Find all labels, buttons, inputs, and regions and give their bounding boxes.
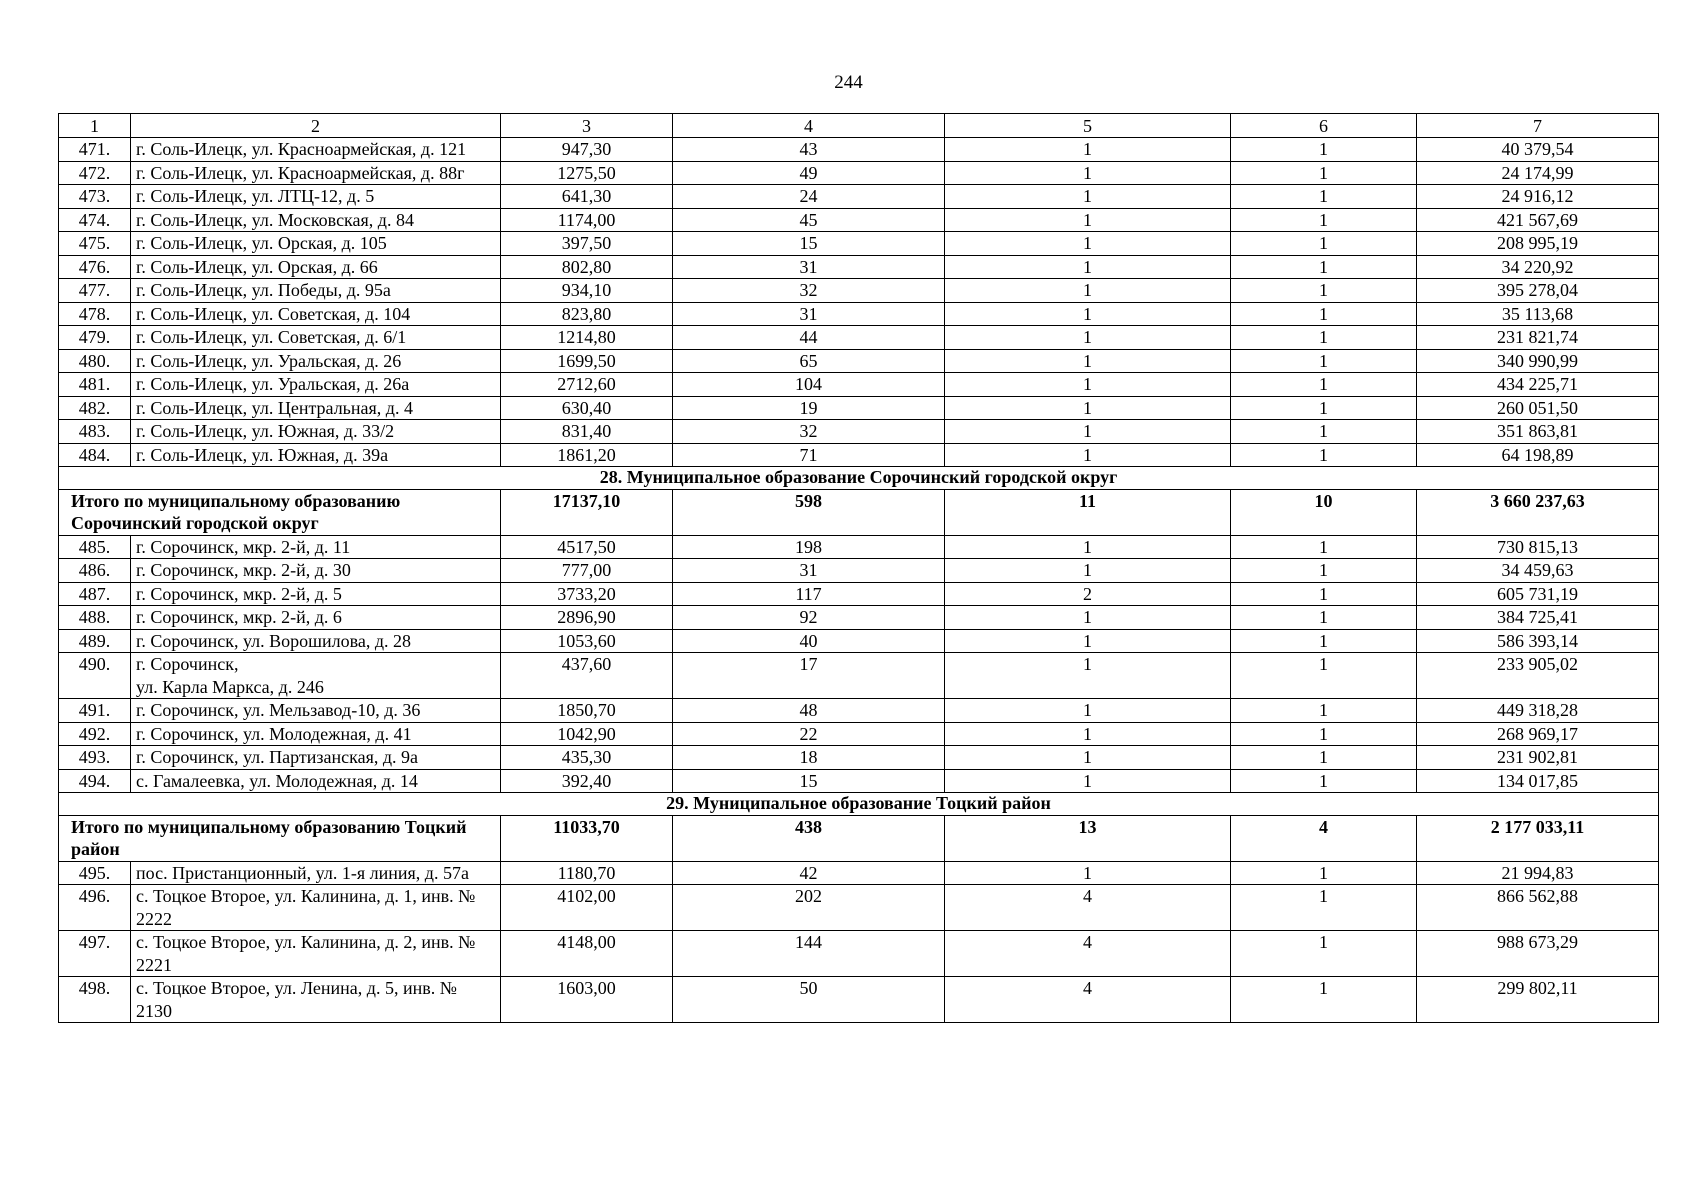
row-number: 477. [59, 279, 131, 303]
total-amount: 2 177 033,11 [1417, 815, 1659, 861]
column-6-cell: 1 [1231, 138, 1417, 162]
table-row [59, 373, 1659, 397]
area-cell: 823,80 [501, 302, 673, 326]
amount-cell: 866 562,88 [1417, 885, 1659, 931]
column-5-cell: 1 [945, 769, 1231, 793]
column-5-cell: 1 [945, 443, 1231, 467]
address-cell: с. Тоцкое Второе, ул. Ленина, д. 5, инв. № 2130 [131, 977, 501, 1023]
column-6-cell: 1 [1231, 722, 1417, 746]
row-number: 487. [59, 582, 131, 606]
area-cell: 934,10 [501, 279, 673, 303]
amount-cell: 24 916,12 [1417, 185, 1659, 209]
column-4-cell: 19 [673, 396, 945, 420]
column-5-cell: 1 [945, 255, 1231, 279]
area-cell: 4517,50 [501, 535, 673, 559]
total-area: 11033,70 [501, 815, 673, 861]
amount-cell: 605 731,19 [1417, 582, 1659, 606]
table-row [59, 443, 1659, 467]
column-4-cell: 24 [673, 185, 945, 209]
amount-cell: 268 969,17 [1417, 722, 1659, 746]
column-6-cell: 1 [1231, 161, 1417, 185]
table-row [59, 746, 1659, 770]
area-cell: 1042,90 [501, 722, 673, 746]
column-6-cell: 1 [1231, 885, 1417, 931]
column-5-cell: 1 [945, 396, 1231, 420]
column-5-cell: 1 [945, 349, 1231, 373]
column-5-cell: 1 [945, 629, 1231, 653]
column-header: 6 [1231, 114, 1417, 138]
total-amount: 3 660 237,63 [1417, 489, 1659, 535]
section-heading-row [59, 793, 1659, 816]
area-cell: 4102,00 [501, 885, 673, 931]
column-5-cell: 1 [945, 373, 1231, 397]
column-6-cell: 1 [1231, 582, 1417, 606]
column-6-cell: 1 [1231, 443, 1417, 467]
area-cell: 397,50 [501, 232, 673, 256]
address-cell: г. Соль-Илецк, ул. Орская, д. 105 [131, 232, 501, 256]
column-5-cell: 1 [945, 722, 1231, 746]
row-number: 492. [59, 722, 131, 746]
area-cell: 802,80 [501, 255, 673, 279]
column-4-cell: 17 [673, 653, 945, 699]
row-number: 476. [59, 255, 131, 279]
amount-cell: 260 051,50 [1417, 396, 1659, 420]
address-cell: г. Соль-Илецк, ул. Центральная, д. 4 [131, 396, 501, 420]
area-cell: 1214,80 [501, 326, 673, 350]
row-number: 494. [59, 769, 131, 793]
table-row [59, 931, 1659, 977]
total-row [59, 489, 1659, 535]
column-5-cell: 1 [945, 699, 1231, 723]
row-number: 480. [59, 349, 131, 373]
row-number: 495. [59, 861, 131, 885]
table-row [59, 161, 1659, 185]
column-5-cell: 1 [945, 861, 1231, 885]
address-cell: пос. Пристанционный, ул. 1-я линия, д. 57а [131, 861, 501, 885]
address-cell: г. Соль-Илецк, ул. Южная, д. 33/2 [131, 420, 501, 444]
address-cell: с. Гамалеевка, ул. Молодежная, д. 14 [131, 769, 501, 793]
column-4-cell: 31 [673, 302, 945, 326]
address-cell: г. Соль-Илецк, ул. Красноармейская, д. 88г [131, 161, 501, 185]
column-6-cell: 1 [1231, 279, 1417, 303]
total-column-4: 438 [673, 815, 945, 861]
column-4-cell: 50 [673, 977, 945, 1023]
column-6-cell: 1 [1231, 535, 1417, 559]
row-number: 484. [59, 443, 131, 467]
column-4-cell: 40 [673, 629, 945, 653]
area-cell: 947,30 [501, 138, 673, 162]
column-6-cell: 1 [1231, 769, 1417, 793]
table-row [59, 861, 1659, 885]
area-cell: 1699,50 [501, 349, 673, 373]
total-label: Итого по муниципальному образованию Тоцкий район [59, 815, 501, 861]
row-number: 498. [59, 977, 131, 1023]
column-4-cell: 22 [673, 722, 945, 746]
total-row [59, 815, 1659, 861]
amount-cell: 21 994,83 [1417, 861, 1659, 885]
row-number: 493. [59, 746, 131, 770]
amount-cell: 64 198,89 [1417, 443, 1659, 467]
amount-cell: 351 863,81 [1417, 420, 1659, 444]
address-cell: г. Соль-Илецк, ул. ЛТЦ-12, д. 5 [131, 185, 501, 209]
table-row [59, 396, 1659, 420]
address-cell: г. Соль-Илецк, ул. Советская, д. 104 [131, 302, 501, 326]
total-label: Итого по муниципальному образованию Сорочинский городской округ [59, 489, 501, 535]
column-5-cell: 1 [945, 232, 1231, 256]
column-4-cell: 117 [673, 582, 945, 606]
amount-cell: 231 902,81 [1417, 746, 1659, 770]
area-cell: 3733,20 [501, 582, 673, 606]
column-6-cell: 1 [1231, 861, 1417, 885]
total-column-6: 10 [1231, 489, 1417, 535]
row-number: 471. [59, 138, 131, 162]
column-5-cell: 1 [945, 606, 1231, 630]
total-column-5: 13 [945, 815, 1231, 861]
table-row [59, 769, 1659, 793]
address-cell: г. Сорочинск, ул. Партизанская, д. 9а [131, 746, 501, 770]
area-cell: 1174,00 [501, 208, 673, 232]
address-cell: г. Сорочинск, ул. Молодежная, д. 41 [131, 722, 501, 746]
column-4-cell: 42 [673, 861, 945, 885]
column-4-cell: 15 [673, 769, 945, 793]
amount-cell: 730 815,13 [1417, 535, 1659, 559]
column-5-cell: 4 [945, 885, 1231, 931]
column-4-cell: 92 [673, 606, 945, 630]
address-cell: г. Соль-Илецк, ул. Уральская, д. 26 [131, 349, 501, 373]
amount-cell: 24 174,99 [1417, 161, 1659, 185]
column-5-cell: 1 [945, 326, 1231, 350]
column-4-cell: 202 [673, 885, 945, 931]
column-5-cell: 1 [945, 279, 1231, 303]
column-6-cell: 1 [1231, 396, 1417, 420]
column-4-cell: 43 [673, 138, 945, 162]
row-number: 497. [59, 931, 131, 977]
total-column-6: 4 [1231, 815, 1417, 861]
address-cell: г. Сорочинск, ул. Карла Маркса, д. 246 [131, 653, 501, 699]
area-cell: 435,30 [501, 746, 673, 770]
column-5-cell: 1 [945, 138, 1231, 162]
column-6-cell: 1 [1231, 185, 1417, 209]
column-5-cell: 1 [945, 653, 1231, 699]
column-5-cell: 1 [945, 746, 1231, 770]
column-6-cell: 1 [1231, 420, 1417, 444]
row-number: 486. [59, 559, 131, 583]
area-cell: 2712,60 [501, 373, 673, 397]
address-cell: г. Соль-Илецк, ул. Советская, д. 6/1 [131, 326, 501, 350]
column-6-cell: 1 [1231, 699, 1417, 723]
address-cell: г. Соль-Илецк, ул. Уральская, д. 26а [131, 373, 501, 397]
column-header: 1 [59, 114, 131, 138]
table-row [59, 208, 1659, 232]
area-cell: 437,60 [501, 653, 673, 699]
address-cell: с. Тоцкое Второе, ул. Калинина, д. 1, инв. № 2222 [131, 885, 501, 931]
amount-cell: 421 567,69 [1417, 208, 1659, 232]
amount-cell: 34 459,63 [1417, 559, 1659, 583]
row-number: 488. [59, 606, 131, 630]
column-5-cell: 1 [945, 161, 1231, 185]
area-cell: 4148,00 [501, 931, 673, 977]
column-5-cell: 1 [945, 185, 1231, 209]
column-4-cell: 44 [673, 326, 945, 350]
column-6-cell: 1 [1231, 302, 1417, 326]
row-number: 475. [59, 232, 131, 256]
column-5-cell: 1 [945, 559, 1231, 583]
column-5-cell: 1 [945, 302, 1231, 326]
amount-cell: 988 673,29 [1417, 931, 1659, 977]
table-row [59, 138, 1659, 162]
column-5-cell: 2 [945, 582, 1231, 606]
column-4-cell: 18 [673, 746, 945, 770]
column-4-cell: 65 [673, 349, 945, 373]
column-6-cell: 1 [1231, 653, 1417, 699]
amount-cell: 395 278,04 [1417, 279, 1659, 303]
section-heading-row [59, 467, 1659, 490]
table-row [59, 977, 1659, 1023]
column-6-cell: 1 [1231, 559, 1417, 583]
row-number: 479. [59, 326, 131, 350]
address-cell: г. Сорочинск, ул. Ворошилова, д. 28 [131, 629, 501, 653]
row-number: 490. [59, 653, 131, 699]
amount-cell: 586 393,14 [1417, 629, 1659, 653]
column-5-cell: 1 [945, 208, 1231, 232]
area-cell: 1275,50 [501, 161, 673, 185]
column-4-cell: 32 [673, 279, 945, 303]
area-cell: 1861,20 [501, 443, 673, 467]
column-4-cell: 104 [673, 373, 945, 397]
column-4-cell: 71 [673, 443, 945, 467]
column-5-cell: 1 [945, 535, 1231, 559]
address-cell: г. Сорочинск, ул. Мельзавод-10, д. 36 [131, 699, 501, 723]
column-6-cell: 1 [1231, 255, 1417, 279]
column-4-cell: 48 [673, 699, 945, 723]
area-cell: 1850,70 [501, 699, 673, 723]
area-cell: 630,40 [501, 396, 673, 420]
table-row [59, 722, 1659, 746]
column-6-cell: 1 [1231, 629, 1417, 653]
table-body [59, 138, 1659, 1023]
row-number: 482. [59, 396, 131, 420]
table-row [59, 302, 1659, 326]
total-area: 17137,10 [501, 489, 673, 535]
column-4-cell: 49 [673, 161, 945, 185]
address-cell: г. Соль-Илецк, ул. Красноармейская, д. 121 [131, 138, 501, 162]
area-cell: 1053,60 [501, 629, 673, 653]
area-cell: 1603,00 [501, 977, 673, 1023]
table-row [59, 255, 1659, 279]
row-number: 474. [59, 208, 131, 232]
column-header: 4 [673, 114, 945, 138]
table-row [59, 629, 1659, 653]
column-5-cell: 1 [945, 420, 1231, 444]
column-4-cell: 45 [673, 208, 945, 232]
row-number: 481. [59, 373, 131, 397]
table-row [59, 349, 1659, 373]
address-cell: г. Сорочинск, мкр. 2-й, д. 5 [131, 582, 501, 606]
row-number: 473. [59, 185, 131, 209]
table-row [59, 326, 1659, 350]
total-column-4: 598 [673, 489, 945, 535]
column-6-cell: 1 [1231, 746, 1417, 770]
table-row [59, 653, 1659, 699]
amount-cell: 384 725,41 [1417, 606, 1659, 630]
amount-cell: 434 225,71 [1417, 373, 1659, 397]
column-6-cell: 1 [1231, 977, 1417, 1023]
section-title: 29. Муниципальное образование Тоцкий район [59, 793, 1659, 816]
address-cell: г. Соль-Илецк, ул. Южная, д. 39а [131, 443, 501, 467]
column-4-cell: 144 [673, 931, 945, 977]
amount-cell: 233 905,02 [1417, 653, 1659, 699]
area-cell: 392,40 [501, 769, 673, 793]
amount-cell: 134 017,85 [1417, 769, 1659, 793]
row-number: 483. [59, 420, 131, 444]
table-row [59, 606, 1659, 630]
address-cell: г. Сорочинск, мкр. 2-й, д. 30 [131, 559, 501, 583]
amount-cell: 449 318,28 [1417, 699, 1659, 723]
column-6-cell: 1 [1231, 931, 1417, 977]
table-row [59, 559, 1659, 583]
area-cell: 831,40 [501, 420, 673, 444]
amount-cell: 340 990,99 [1417, 349, 1659, 373]
section-title: 28. Муниципальное образование Сорочинский городской округ [59, 467, 1659, 490]
column-4-cell: 31 [673, 559, 945, 583]
row-number: 491. [59, 699, 131, 723]
table-row [59, 420, 1659, 444]
table-row [59, 885, 1659, 931]
column-6-cell: 1 [1231, 232, 1417, 256]
column-4-cell: 198 [673, 535, 945, 559]
address-cell: с. Тоцкое Второе, ул. Калинина, д. 2, инв. № 2221 [131, 931, 501, 977]
column-5-cell: 4 [945, 931, 1231, 977]
row-number: 489. [59, 629, 131, 653]
area-cell: 1180,70 [501, 861, 673, 885]
address-cell: г. Сорочинск, мкр. 2-й, д. 6 [131, 606, 501, 630]
row-number: 472. [59, 161, 131, 185]
column-4-cell: 31 [673, 255, 945, 279]
amount-cell: 299 802,11 [1417, 977, 1659, 1023]
total-column-5: 11 [945, 489, 1231, 535]
table-row [59, 232, 1659, 256]
column-6-cell: 1 [1231, 373, 1417, 397]
column-header: 2 [131, 114, 501, 138]
address-cell: г. Соль-Илецк, ул. Орская, д. 66 [131, 255, 501, 279]
area-cell: 2896,90 [501, 606, 673, 630]
address-cell: г. Соль-Илецк, ул. Московская, д. 84 [131, 208, 501, 232]
column-number-header-row [59, 114, 1659, 138]
amount-cell: 231 821,74 [1417, 326, 1659, 350]
row-number: 496. [59, 885, 131, 931]
amount-cell: 34 220,92 [1417, 255, 1659, 279]
table-row [59, 535, 1659, 559]
column-header: 7 [1417, 114, 1659, 138]
amount-cell: 35 113,68 [1417, 302, 1659, 326]
registry-table [58, 113, 1659, 1023]
amount-cell: 208 995,19 [1417, 232, 1659, 256]
table-row [59, 279, 1659, 303]
column-6-cell: 1 [1231, 208, 1417, 232]
column-6-cell: 1 [1231, 606, 1417, 630]
row-number: 485. [59, 535, 131, 559]
amount-cell: 40 379,54 [1417, 138, 1659, 162]
table-row [59, 699, 1659, 723]
table-row [59, 582, 1659, 606]
row-number: 478. [59, 302, 131, 326]
column-6-cell: 1 [1231, 326, 1417, 350]
address-cell: г. Соль-Илецк, ул. Победы, д. 95а [131, 279, 501, 303]
column-header: 5 [945, 114, 1231, 138]
column-header: 3 [501, 114, 673, 138]
table-row [59, 185, 1659, 209]
page-number: 244 [834, 72, 863, 93]
area-cell: 641,30 [501, 185, 673, 209]
area-cell: 777,00 [501, 559, 673, 583]
column-4-cell: 15 [673, 232, 945, 256]
column-6-cell: 1 [1231, 349, 1417, 373]
address-cell: г. Сорочинск, мкр. 2-й, д. 11 [131, 535, 501, 559]
column-5-cell: 4 [945, 977, 1231, 1023]
column-4-cell: 32 [673, 420, 945, 444]
